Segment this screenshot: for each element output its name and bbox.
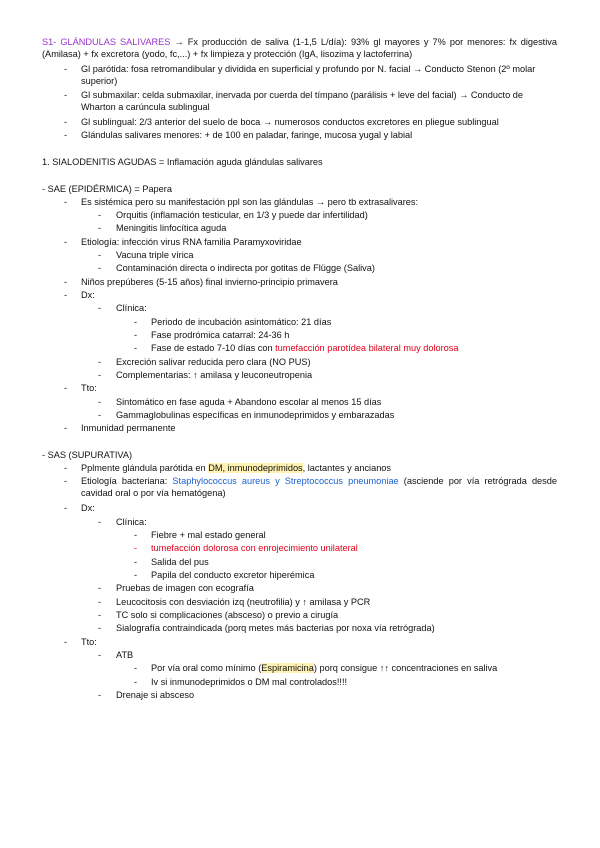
highlight-red-text: tumefacción dolorosa con enrojecimiento unilateral: [151, 543, 358, 553]
bacteria-names: Staphylococcus aureus y Streptococcus pneumoniae: [172, 476, 399, 486]
s1-intro: [42, 36, 557, 60]
s1-title: S1- GLÁNDULAS SALIVARES: [42, 37, 171, 47]
highlight-yellow-text: DM, inmunodeprimidos: [208, 463, 303, 473]
document-page: S1- GLÁNDULAS SALIVARES → Fx producción de saliva (1-1,5 L/día): 93% gl mayores y 7% por menores: fx digestiva (Amilasa) + fx excretora (yodo, fc,...) + fx limpieza y protección (IgA, lisozima y lactoferrina) - Gl parótida: fosa retromandibular y dividida en superficial y profundo por N. facial → Conducto Stenon (2º molar superior) - Gl submaxilar: celda submaxilar, inervada por cuerda del tímpano (parálisis + leve del facial) → Conducto de Wharton a carúncula sublingual - Gl sublingual: 2/3 anterior del suelo de boca → numerosos conductos excretores en pliegue sublingual - Glándulas salivares menores: + de 100 en paladar, faringe, mucosa yugal y labial 1. SIALODENITIS AGUDAS = Inflamación aguda glándulas salivares - SAE (EPIDÉRMICA) = Papera - Es sistémica pero su manifestación ppl son las glándulas → pero tb extrasalivares: - Orquitis (inflamación testicular, en 1/3 y puede dar infertilidad) - Meningitis linfocítica aguda - Etiología: infección virus RNA familia Paramyxoviridae - Vacuna triple vírica - Contaminación directa o indirecta por gotitas de Flügge (Saliva) - Niños prepúberes (5-15 años) final invierno-principio primavera - Dx: - Clínica: - Periodo de incubación asintomático: 21 días - Fase prodrómica catarral: 24-36 h - Fase de estado 7-10 días con tumefacción parotídea bilateral muy dolorosa - Excreción salivar reducida pero clara (NO PUS) - Complementarias: ↑ amilasa y leuconeutropenia - Tto: - Sintomático en fase aguda + Abandono escolar al menos 15 días - Gammaglobulinas específicas en inmunodeprimidos y embarazadas - Inmunidad permanente - SAS (SUPURATIVA) - Pplmente glándula parótida en DM, inmunodeprimidos, lactantes y ancianos - Etiología bacteriana: Staphylococcus aureus y Streptococcus pneumoniae (asciende por vía retrógrada desde cavidad oral o por vía hematógena) - Dx: - Clínica: - Fiebre + mal estado general - tumefacción dolorosa con enrojecimiento unilateral - Salida del pus - Papila del conducto excretor hiperémica - Pruebas de imagen con ecografía - Leucocitosis con desviación izq (neutrofilia) y ↑ amilasa y PCR - TC solo si complicaciones (absceso) o previo a cirugía - Sialografía contraindicada (porq metes más bacterias por noxa vía retrógrada) - Tto: - ATB - Por vía oral como mínimo (Espiramicina) porq consigue ↑↑ concentraciones en saliva - Iv si inmunodeprimidos o DM mal controlados!!!! - Drenaje si absceso: [42, 37, 557, 700]
highlight-yellow-text: Espiramicina: [261, 663, 314, 673]
s1-intro-text: → Fx producción de saliva (1-1,5 L/día): 93% gl mayores y 7% por menores: fx digestiva (Amilasa) + fx excretora (yodo, fc,...) + fx limpieza y protección (IgA, lisozima y lactoferrina): [42, 37, 557, 59]
highlight-red-text: tumefacción parotídea bilateral muy dolorosa: [275, 343, 459, 353]
